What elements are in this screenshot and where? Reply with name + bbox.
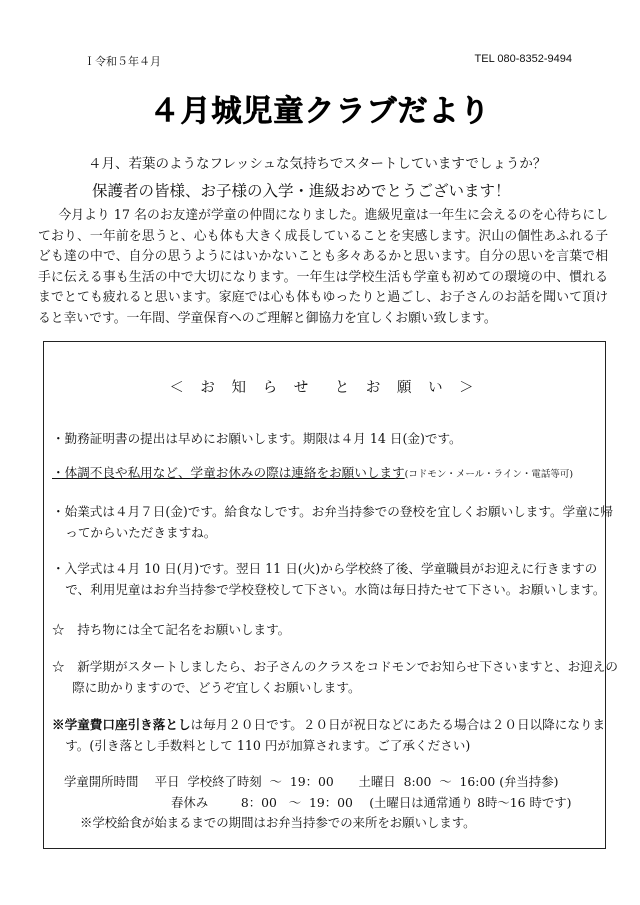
notice-item-entrance-ceremony: ・入学式は４月 10 日(月)です。翌日 11 日(火)から学校終了後、学童職員がお迎えに行きますので、利用児童はお弁当持参で学校登校して下さい。水筒は毎日持たせて下さい。お願いします。 bbox=[52, 561, 606, 597]
notice-item-employment-certificate: ・勤務証明書の提出は早めにお願いします。期限は４月 14 日(金)です。 bbox=[52, 431, 462, 446]
hours-row-lunch-note: ※学校給食が始まるまでの期間はお弁当持参での来所をお願いします。 bbox=[80, 815, 476, 830]
fee-withdrawal-label: ※学童費口座引き落とし bbox=[52, 717, 191, 732]
notice-item-absence-contact bbox=[52, 462, 600, 485]
issue-date: Ｉ令和５年４月 bbox=[84, 55, 161, 68]
hours-row-weekday: 学童開所時間 平日 学校終了時刻 〜 19：00 土曜日 8:00 〜 16:00 (弁当持参) bbox=[64, 774, 559, 789]
notices-box bbox=[43, 341, 618, 849]
greeting-line-2: 保護者の皆様、お子様の入学・進級おめでとうございます！ bbox=[92, 182, 511, 200]
intro-paragraph: 今月より 17 名のお友達が学童の仲間になりました。進級児童は一年生に会えるのを心待ちにしており、一年前を思うと、心も体も大きく成長していることを実感します。沢山の個性あふれる子ども達の中で、自分の思うようにはいかないことも多々あるかと思います。自分の思いを言葉で相手に伝える事も生活の中で大切になります。一年生は学校生活も学童も初めての環境の中、慣れるまでとても疲れると思います。家庭では心も体もゆったりと過ごし、お子さんのお話を聞いて頂けると幸いです。一年間、学童保育へのご理解と御協力を宜しくお願い致します。 bbox=[38, 208, 608, 326]
contact-methods-note: (コドモン・メール・ライン・電話等可) bbox=[404, 469, 574, 480]
hours-row-spring-break: 春休み 8：00 〜 19：00 (土曜日は通常通り 8時〜16 時です) bbox=[64, 794, 572, 810]
notice-item-class-notification: ☆ 新学期がスタートしましたら、お子さんのクラスをコドモンでお知らせ下さいますと、お迎えの際に助かりますので、どうぞ宜しくお願いします。 bbox=[52, 659, 618, 695]
notice-item-name-labels: ☆ 持ち物には全て記名をお願いします。 bbox=[52, 622, 291, 637]
notice-item-fee-withdrawal bbox=[52, 714, 613, 756]
notice-item-opening-ceremony: ・始業式は４月７日(金)です。給食なしです。お弁当持参での登校を宜しくお願いします。学童に帰ってからいただきますね。 bbox=[52, 504, 613, 540]
newsletter-title: ４月城児童クラブだより bbox=[149, 94, 491, 129]
fee-withdrawal-detail: は毎月２０日です。２０日が祝日などにあたる場合は２０日以降になります。(引き落とし手数料として 110 円が加算されます。ご了承ください) bbox=[65, 717, 606, 753]
opening-hours bbox=[64, 772, 604, 834]
phone-number: TEL 080-8352-9494 bbox=[474, 53, 572, 65]
notices-heading: ＜ お 知 ら せ と お 願 い ＞ bbox=[169, 380, 480, 396]
absence-contact-text: ・体調不良や私用など、学童お休みの際は連絡をお願いします bbox=[52, 465, 405, 480]
greeting-line-1: ４月、若葉のようなフレッシュな気持ちでスタートしていますでしょうか？ bbox=[88, 156, 547, 172]
